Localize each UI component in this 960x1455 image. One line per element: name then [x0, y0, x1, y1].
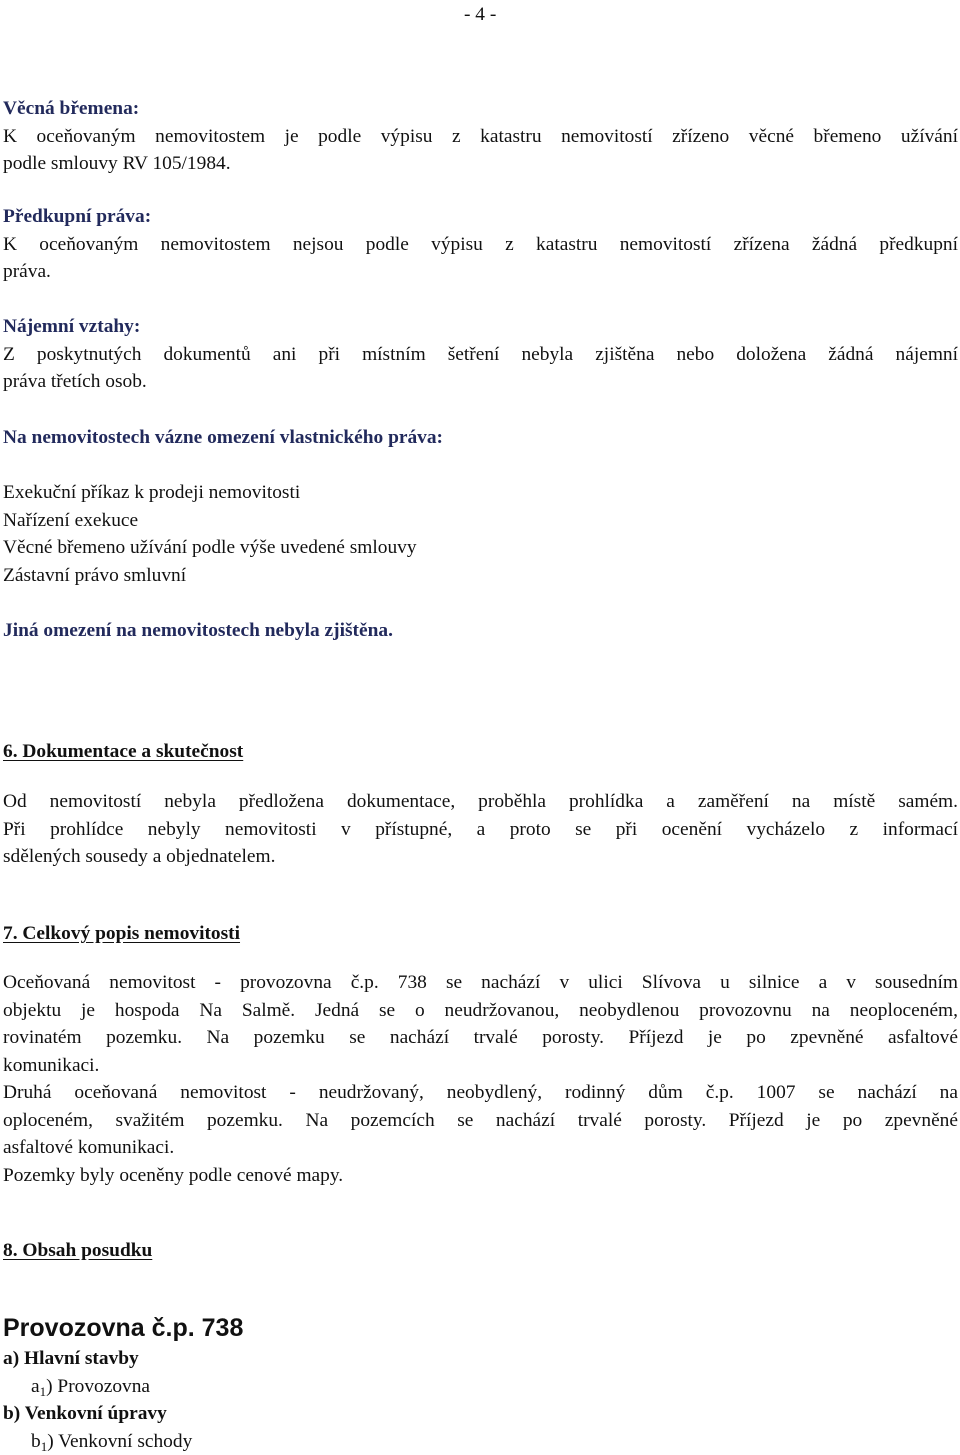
- section-6: [3, 738, 958, 766]
- section-7-line: asfaltové komunikaci.: [3, 1137, 175, 1158]
- b1-prefix: b: [31, 1430, 41, 1452]
- b1-text: ) Venkovní schody: [47, 1430, 193, 1452]
- section-vecna-bremena: [3, 95, 958, 178]
- omezeni-item: Nařízení exekuce: [3, 509, 139, 531]
- section-8-contents: [3, 1345, 958, 1455]
- section-6-heading: 6. Dokumentace a skutečnost: [3, 741, 244, 762]
- omezeni-heading: Na nemovitostech vázne omezení vlastnického práva:: [3, 427, 444, 448]
- predkupni-prava-line-2: práva.: [3, 261, 51, 282]
- predkupni-prava-line-1: K oceňovaným nemovitostem nejsou podle výpisu z katastru nemovitostí zřízena žádná předkupní: [3, 233, 958, 255]
- omezeni-item: Zástavní právo smluvní: [3, 564, 187, 586]
- predkupni-prava-heading: Předkupní práva:: [3, 206, 152, 227]
- section-7-text: [3, 969, 958, 1189]
- section-7-line: Pozemky byly oceněny podle cenové mapy.: [3, 1164, 344, 1186]
- section-7-line: rovinatém pozemku. Na pozemku se nachází trvalé porosty. Příjezd je po zpevněné asfaltové: [3, 1027, 958, 1048]
- omezeni-item: Věcné břemeno užívání podle výše uvedené smlouvy: [3, 537, 417, 558]
- section-8-title-block: [3, 1313, 958, 1343]
- page-number: - 4 -: [464, 4, 497, 25]
- vecna-bremena-heading: Věcná břemena:: [3, 98, 140, 119]
- najemni-vztahy-heading: Nájemní vztahy:: [3, 316, 141, 337]
- section-7-line: oploceném, svažitém pozemku. Na pozemcích se nachází trvalé porosty. Příjezd je po zpevněné: [3, 1109, 958, 1131]
- vecna-bremena-line-1: K oceňovaným nemovitostem je podle výpisu z katastru nemovitostí zřízeno věcné břemeno užívání: [3, 125, 958, 147]
- section-8: [3, 1237, 958, 1265]
- vecna-bremena-line-2: podle smlouvy RV 105/1984.: [3, 153, 231, 174]
- section-7-line: objektu je hospoda Na Salmě. Jedná se o neudržovanou, neobydlenou provozovnu na neoploceném,: [3, 999, 958, 1021]
- contents-b1-item: [3, 1428, 958, 1455]
- section-najemni-vztahy: [3, 313, 958, 396]
- section-8-title: Provozovna č.p. 738: [3, 1314, 244, 1342]
- omezeni-closing: [3, 617, 958, 645]
- section-6-line: Při prohlídce nebyly nemovitosti v přístupné, a proto se při ocenění vycházelo z informací: [3, 818, 958, 840]
- a1-prefix: a: [31, 1375, 40, 1397]
- omezeni-list: [3, 479, 958, 589]
- omezeni-item: Exekuční příkaz k prodeji nemovitosti: [3, 482, 301, 503]
- a1-text: ) Provozovna: [46, 1375, 151, 1397]
- section-7-heading: 7. Celkový popis nemovitosti: [3, 923, 241, 944]
- a1-subscript: 1: [39, 1383, 47, 1399]
- section-6-line: sdělených sousedy a objednatelem.: [3, 846, 276, 867]
- najemni-vztahy-text: [3, 341, 958, 396]
- section-7-line: Oceňovaná nemovitost - provozovna č.p. 738 se nachází v ulici Slívova u silnice a v sousedním: [3, 972, 958, 993]
- section-6-line: Od nemovitostí nebyla předložena dokumentace, proběhla prohlídka a zaměření na místě samém.: [3, 791, 958, 812]
- section-8-heading: 8. Obsah posudku: [3, 1240, 153, 1261]
- najemni-vztahy-line-2: práva třetích osob.: [3, 371, 147, 392]
- section-predkupni-prava: [3, 203, 958, 286]
- omezeni-closing-text: Jiná omezení na nemovitostech nebyla zjištěna.: [3, 620, 393, 641]
- vecna-bremena-text: [3, 123, 958, 178]
- section-7: [3, 920, 958, 948]
- section-7-line: komunikaci.: [3, 1054, 100, 1076]
- b1-subscript: 1: [40, 1438, 48, 1454]
- section-7-line: Druhá oceňovaná nemovitost - neudržovaný, neobydlený, rodinný dům č.p. 1007 se nachází na: [3, 1082, 958, 1103]
- section-omezeni: [3, 424, 958, 452]
- contents-a1-item: [3, 1373, 958, 1401]
- contents-a-label: a) Hlavní stavby: [3, 1348, 139, 1369]
- predkupni-prava-text: [3, 231, 958, 286]
- najemni-vztahy-line-1: Z poskytnutých dokumentů ani při místním šetření nebyla zjištěna nebo doložena žádná nájemní: [3, 343, 958, 365]
- section-6-text: [3, 788, 958, 871]
- contents-b-label: b) Venkovní úpravy: [3, 1403, 167, 1424]
